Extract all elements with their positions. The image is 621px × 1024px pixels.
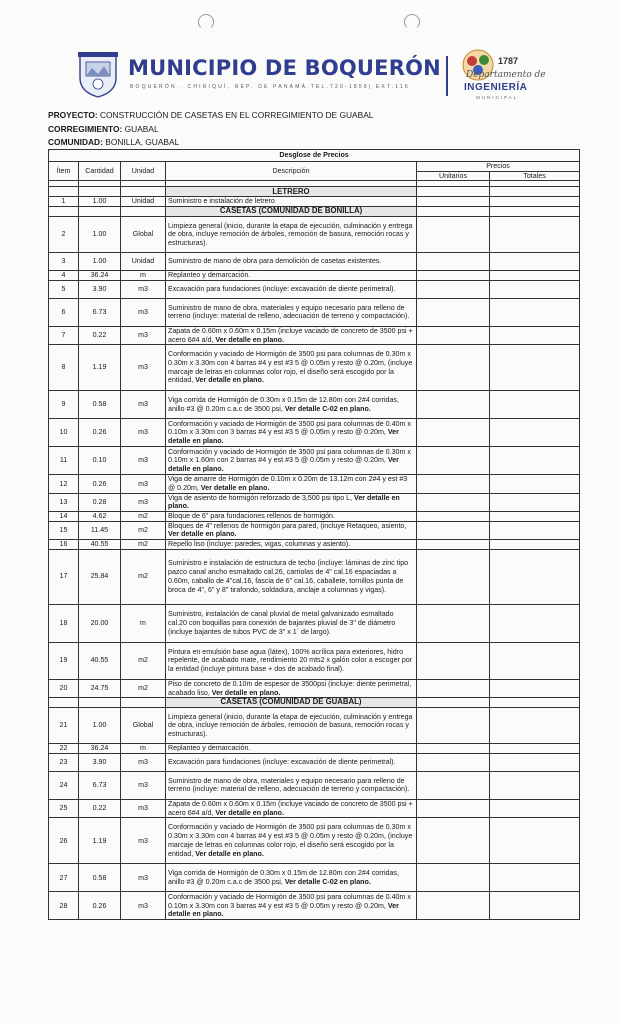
item-quantity: 1.00 <box>79 197 121 207</box>
item-description <box>166 217 417 253</box>
description-text: Suministro, instalación de canal pluvial de metal galvanizado esmaltado cal.20 con boquillas para conexión de bajantes pluvial de 3" de diámetro (incluye bajantes de tubos PVC de 3" x 1´ de largo). <box>168 610 396 636</box>
col-cantidad: Cantidad <box>79 162 121 181</box>
table-row <box>49 345 580 391</box>
item-unit: m <box>121 604 166 642</box>
item-description <box>166 493 417 511</box>
plan-detail-note: Ver detalle en plano. <box>168 428 399 446</box>
item-quantity: 25.84 <box>79 549 121 604</box>
item-number: 20 <box>49 679 79 697</box>
description-text: Suministro de mano de obra para demolición de casetas existentes. <box>168 257 382 266</box>
item-quantity: 4.62 <box>79 512 121 522</box>
item-quantity: 1.19 <box>79 345 121 391</box>
table-row <box>49 521 580 539</box>
description-text: Zapata de 0.60m x 0.60m x 0.15m (incluye vaciado de concreto de 3500 psi + acero 6#4 a/d, <box>168 799 413 817</box>
unit-price-cell <box>417 799 490 817</box>
table-row <box>49 708 580 744</box>
total-price-cell <box>490 818 580 864</box>
item-quantity: 40.55 <box>79 642 121 679</box>
item-unit: m3 <box>121 771 166 799</box>
item-number: 7 <box>49 326 79 344</box>
table-title: Desglose de Precios <box>49 150 580 162</box>
description-text: Viga corrida de Hormigón de 0.30m x 0.15m de 12.80m con 2#4 corridas, anillo #3 @ 0.20m c.a.c de 3500 psi, <box>168 396 399 413</box>
item-description <box>166 512 417 522</box>
corregimiento-label: CORREGIMIENTO: <box>48 124 123 134</box>
item-unit: m2 <box>121 679 166 697</box>
item-quantity: 0.10 <box>79 447 121 475</box>
item-number: 1 <box>49 197 79 207</box>
description-text: Pintura en emulsión base agua (látex), 100% acrílica para exteriores, hidro repelente, de acabado mate, rendimiento 20 mts2 x galón color a escoger por la entidad (incluye pintura base + dos de acabado final). <box>168 647 413 674</box>
table-row <box>49 419 580 447</box>
total-price-cell <box>490 771 580 799</box>
unit-price-cell <box>417 391 490 419</box>
description-text: Limpieza general (inicio, durante la etapa de ejecución, culminación y entrega de obra, incluye remoción de árboles, remoción de basura, remoción rocas y estructuras). <box>168 221 413 247</box>
description-text: Replanteo y demarcación. <box>168 744 251 753</box>
section-title: CASETAS (COMUNIDAD DE BONILLA) <box>166 207 417 217</box>
table-row <box>49 298 580 326</box>
description-text: Conformación y vaciado de Hormigón de 3500 psi para columnas de 0.30m x 0.10m x 1.60m con 2 barras #4 y est #3 5 @ 0.05m y resto @ 0.20m, <box>168 447 411 465</box>
unit-price-cell <box>417 540 490 550</box>
item-quantity: 36.24 <box>79 744 121 754</box>
description-text: Bloque de 6" para fundaciones rellenos de hormigón. <box>168 512 335 521</box>
item-description <box>166 753 417 771</box>
item-unit: m <box>121 271 166 281</box>
description-text: Suministro e instalación de estructura de techo (incluye: láminas de zinc tipo pazco canal ancho esmaltado cal.26, carriolas de 4" cal.16 espaciadas a 0.60m, caballo de 4"cal.16, fascia de 6" cal.16, caballete, tornillos punta de broca de 4", 6" y 8" tirafondo, soldadura, anclaje a columnas y vigas). <box>168 559 409 594</box>
unit-price-cell <box>417 493 490 511</box>
col-item: Ítem <box>49 162 79 181</box>
item-number: 4 <box>49 271 79 281</box>
table-row <box>49 512 580 522</box>
item-quantity: 3.90 <box>79 753 121 771</box>
table-row <box>49 744 580 754</box>
comunidad-line <box>48 137 179 147</box>
item-unit: m3 <box>121 345 166 391</box>
total-price-cell <box>490 217 580 253</box>
item-description <box>166 708 417 744</box>
municipal-seal-icon <box>76 50 120 98</box>
item-number: 18 <box>49 604 79 642</box>
item-description <box>166 818 417 864</box>
item-number: 19 <box>49 642 79 679</box>
comunidad-value: BONILLA, GUABAL <box>105 137 180 147</box>
letterhead <box>70 46 550 106</box>
item-unit: m3 <box>121 326 166 344</box>
description-text: Conformación y vaciado de Hormigón de 3500 psi para columnas de 0.40m x 0.10m x 3.30m con 3 barras #4 y est #3 5 @ 0.05m y resto @ 0.20m, <box>168 419 411 437</box>
total-price-cell <box>490 280 580 298</box>
item-quantity: 0.28 <box>79 493 121 511</box>
item-description <box>166 642 417 679</box>
total-price-cell <box>490 549 580 604</box>
unit-price-cell <box>417 753 490 771</box>
item-unit: m3 <box>121 892 166 920</box>
plan-detail-note: Ver detalle en plano. <box>195 849 264 858</box>
table-row <box>49 799 580 817</box>
section-row <box>49 698 580 708</box>
unit-price-cell <box>417 818 490 864</box>
project-line <box>48 110 373 120</box>
item-number: 8 <box>49 345 79 391</box>
item-number: 22 <box>49 744 79 754</box>
item-quantity: 3.90 <box>79 280 121 298</box>
plan-detail-note: Ver detalle en plano. <box>215 335 284 344</box>
item-number: 24 <box>49 771 79 799</box>
item-description <box>166 540 417 550</box>
table-body <box>49 187 580 920</box>
item-quantity: 11.45 <box>79 521 121 539</box>
table-row <box>49 447 580 475</box>
item-description <box>166 298 417 326</box>
item-unit: m3 <box>121 818 166 864</box>
plan-detail-note: Ver detalle en plano. <box>168 901 399 919</box>
section-title: LETRERO <box>166 187 417 197</box>
description-text: Excavación para fundaciones (incluye: excavación de diente perimetral). <box>168 758 396 767</box>
item-description <box>166 419 417 447</box>
item-unit: m3 <box>121 391 166 419</box>
item-unit: m3 <box>121 298 166 326</box>
plan-detail-note: Ver detalle en plano. <box>211 688 281 697</box>
item-number: 10 <box>49 419 79 447</box>
section-row <box>49 207 580 217</box>
description-text: Conformación y vaciado de Hormigón de 3500 psi para columnas de 0.30m x 0.30m x 3.30m con 4 barras #4 y est #3 5 @ 0.05m y resto @ 0.20m, (incluye marcaje de letras en columnas color rojo, el diseño será escogido por la entidad, <box>168 350 413 385</box>
table-row <box>49 753 580 771</box>
item-description <box>166 521 417 539</box>
table-row <box>49 493 580 511</box>
item-number: 12 <box>49 475 79 493</box>
item-unit: m <box>121 744 166 754</box>
table-row <box>49 253 580 271</box>
item-quantity: 0.22 <box>79 799 121 817</box>
unit-price-cell <box>417 549 490 604</box>
logo-sub: MUNICIPAL <box>476 95 519 100</box>
plan-detail-note: Ver detalle C-02 en plano. <box>284 877 371 886</box>
item-unit: m2 <box>121 642 166 679</box>
item-number: 9 <box>49 391 79 419</box>
section-row <box>49 187 580 197</box>
item-quantity: 1.00 <box>79 217 121 253</box>
unit-price-cell <box>417 521 490 539</box>
table-row <box>49 892 580 920</box>
total-price-cell <box>490 521 580 539</box>
corregimiento-value: GUABAL <box>124 124 159 134</box>
item-unit: m3 <box>121 799 166 817</box>
price-breakdown-table <box>48 149 580 920</box>
item-description <box>166 271 417 281</box>
description-text: Excavación para fundaciones (incluye: excavación de diente perimetral). <box>168 284 396 293</box>
item-description <box>166 892 417 920</box>
unit-price-cell <box>417 447 490 475</box>
total-price-cell <box>490 679 580 697</box>
table-row <box>49 280 580 298</box>
item-unit: Global <box>121 217 166 253</box>
description-text: Piso de concreto de 0.10m de espesor de 3500psi (incluye: diente perimetral, acabado liso, <box>168 679 412 697</box>
total-price-cell <box>490 197 580 207</box>
item-description <box>166 197 417 207</box>
table-row <box>49 391 580 419</box>
item-number: 26 <box>49 818 79 864</box>
total-price-cell <box>490 799 580 817</box>
table-row <box>49 217 580 253</box>
item-quantity: 6.73 <box>79 771 121 799</box>
col-precios: Precios <box>417 162 580 172</box>
unit-price-cell <box>417 280 490 298</box>
item-quantity: 20.00 <box>79 604 121 642</box>
item-unit: Unidad <box>121 253 166 271</box>
total-price-cell <box>490 892 580 920</box>
item-description <box>166 799 417 817</box>
total-price-cell <box>490 642 580 679</box>
item-unit: m3 <box>121 419 166 447</box>
total-price-cell <box>490 253 580 271</box>
unit-price-cell <box>417 298 490 326</box>
item-unit: Global <box>121 708 166 744</box>
plan-detail-note: Ver detalle en plano. <box>215 808 284 817</box>
item-number: 11 <box>49 447 79 475</box>
item-quantity: 1.00 <box>79 253 121 271</box>
unit-price-cell <box>417 708 490 744</box>
binder-holes <box>0 14 621 34</box>
item-description <box>166 447 417 475</box>
item-number: 3 <box>49 253 79 271</box>
total-price-cell <box>490 345 580 391</box>
table-row <box>49 771 580 799</box>
item-number: 5 <box>49 280 79 298</box>
item-quantity: 1.19 <box>79 818 121 864</box>
binder-hole-icon <box>198 14 214 30</box>
unit-price-cell <box>417 197 490 207</box>
total-price-cell <box>490 475 580 493</box>
item-unit: m3 <box>121 280 166 298</box>
item-unit: m3 <box>121 864 166 892</box>
item-number: 25 <box>49 799 79 817</box>
engineering-logo <box>454 48 550 104</box>
total-price-cell <box>490 447 580 475</box>
item-quantity: 24.75 <box>79 679 121 697</box>
description-text: Viga corrida de Hormigón de 0.30m x 0.15m de 12.80m con 2#4 corridas, anillo #3 @ 0.20m c.a.c de 3500 psi, <box>168 869 399 886</box>
total-price-cell <box>490 419 580 447</box>
description-text: Repello liso (incluye: paredes, vigas, columnas y asiento). <box>168 540 351 549</box>
item-number: 15 <box>49 521 79 539</box>
total-price-cell <box>490 604 580 642</box>
description-text: Viga de amarre de Hormigón de 0.10m x 0.20m de 13.12m con 2#4 y est #3 @ 0.20m, <box>168 475 408 492</box>
unit-price-cell <box>417 771 490 799</box>
item-quantity: 0.26 <box>79 475 121 493</box>
corregimiento-line <box>48 124 159 134</box>
item-number: 13 <box>49 493 79 511</box>
item-number: 14 <box>49 512 79 522</box>
item-quantity: 0.58 <box>79 391 121 419</box>
total-price-cell <box>490 540 580 550</box>
item-description <box>166 280 417 298</box>
table-row <box>49 642 580 679</box>
section-title: CASETAS (COMUNIDAD DE GUABAL) <box>166 698 417 708</box>
total-price-cell <box>490 708 580 744</box>
item-description <box>166 345 417 391</box>
item-number: 23 <box>49 753 79 771</box>
col-totales: Totales <box>490 171 580 181</box>
unit-price-cell <box>417 512 490 522</box>
table-row <box>49 864 580 892</box>
description-text: Replanteo y demarcación. <box>168 271 251 280</box>
item-number: 2 <box>49 217 79 253</box>
item-number: 6 <box>49 298 79 326</box>
total-price-cell <box>490 391 580 419</box>
item-unit: m2 <box>121 521 166 539</box>
unit-price-cell <box>417 604 490 642</box>
table-row <box>49 818 580 864</box>
total-price-cell <box>490 271 580 281</box>
description-text: Zapata de 0.60m x 0.60m x 0.15m (incluye vaciado de concreto de 3500 psi + acero 6#4 a/d, <box>168 326 413 344</box>
unit-price-cell <box>417 217 490 253</box>
header-divider <box>446 56 448 96</box>
description-text: Suministro de mano de obra, materiales y equipo necesario para relleno de terreno (incluye: material de relleno, adecuación de terreno y compactación). <box>168 303 410 321</box>
item-description <box>166 864 417 892</box>
unit-price-cell <box>417 345 490 391</box>
item-description <box>166 771 417 799</box>
table-row <box>49 326 580 344</box>
item-number: 27 <box>49 864 79 892</box>
item-quantity: 0.26 <box>79 419 121 447</box>
description-text: Limpieza general (inicio, durante la etapa de ejecución, culminación y entrega de obra, incluye remoción de árboles, remoción de basura, remoción rocas y estructuras). <box>168 712 413 739</box>
table-row <box>49 679 580 697</box>
item-quantity: 36.24 <box>79 271 121 281</box>
item-number: 17 <box>49 549 79 604</box>
item-description <box>166 679 417 697</box>
table-row <box>49 540 580 550</box>
table-row <box>49 604 580 642</box>
project-value: CONSTRUCCIÓN DE CASETAS EN EL CORREGIMIENTO DE GUABAL <box>99 110 374 120</box>
comunidad-label: COMUNIDAD: <box>48 137 103 147</box>
total-price-cell <box>490 864 580 892</box>
item-quantity: 0.22 <box>79 326 121 344</box>
item-unit: m2 <box>121 540 166 550</box>
item-description <box>166 391 417 419</box>
unit-price-cell <box>417 475 490 493</box>
item-unit: m3 <box>121 493 166 511</box>
description-text: Suministro de mano de obra, materiales y equipo necesario para relleno de terreno (incluye: material de relleno, adecuación de terreno y compactación). <box>168 776 410 794</box>
logo-year: 1787 <box>498 56 519 66</box>
col-descripcion: Descripción <box>166 162 417 181</box>
unit-price-cell <box>417 419 490 447</box>
plan-detail-note: Ver detalle C-02 en plano. <box>284 404 371 413</box>
description-text: Viga de asiento de hormigón reforzado de 3,500 psi tipo L, <box>168 493 355 502</box>
unit-price-cell <box>417 326 490 344</box>
col-unidad: Unidad <box>121 162 166 181</box>
item-quantity: 0.26 <box>79 892 121 920</box>
total-price-cell <box>490 493 580 511</box>
item-number: 16 <box>49 540 79 550</box>
unit-price-cell <box>417 864 490 892</box>
table-row <box>49 271 580 281</box>
plan-detail-note: Ver detalle en plano. <box>200 483 270 492</box>
total-price-cell <box>490 326 580 344</box>
item-unit: m3 <box>121 475 166 493</box>
unit-price-cell <box>417 679 490 697</box>
item-description <box>166 326 417 344</box>
item-quantity: 40.55 <box>79 540 121 550</box>
total-price-cell <box>490 512 580 522</box>
unit-price-cell <box>417 253 490 271</box>
unit-price-cell <box>417 642 490 679</box>
item-quantity: 0.58 <box>79 864 121 892</box>
description-text: Conformación y vaciado de Hormigón de 3500 psi para columnas de 0.40m x 0.10m x 3.30m con 3 barras #4 y est #3 5 @ 0.05m y resto @ 0.20m, <box>168 892 411 910</box>
item-description <box>166 604 417 642</box>
table-row <box>49 475 580 493</box>
table-row <box>49 197 580 207</box>
plan-detail-note: Ver detalle en plano. <box>195 376 264 385</box>
item-number: 28 <box>49 892 79 920</box>
plan-detail-note: Ver detalle en plano. <box>168 493 400 511</box>
item-unit: m3 <box>121 447 166 475</box>
item-quantity: 1.00 <box>79 708 121 744</box>
logo-script: Departamento de <box>466 70 546 80</box>
item-unit: m2 <box>121 549 166 604</box>
item-unit: Unidad <box>121 197 166 207</box>
item-description <box>166 549 417 604</box>
total-price-cell <box>490 298 580 326</box>
municipality-name: MUNICIPIO DE BOQUERÓN <box>128 56 441 80</box>
project-label: PROYECTO: <box>48 110 98 120</box>
total-price-cell <box>490 744 580 754</box>
col-unitarios: Unitarios <box>417 171 490 181</box>
description-text: Conformación y vaciado de Hormigón de 3500 psi para columnas de 0.30m x 0.30m x 3.30m con 4 barras #4 y est #3 5 @ 0.05m y resto @ 0.20m, (incluye marcaje de letras en columnas color rojo, el diseño será escogido por la entidad, <box>168 823 413 858</box>
plan-detail-note: Ver detalle en plano. <box>168 530 237 539</box>
item-quantity: 6.73 <box>79 298 121 326</box>
table-row <box>49 549 580 604</box>
item-number: 21 <box>49 708 79 744</box>
item-description <box>166 744 417 754</box>
unit-price-cell <box>417 744 490 754</box>
description-text: Suministro e instalación de letrero <box>168 197 275 206</box>
item-unit: m2 <box>121 512 166 522</box>
item-description <box>166 475 417 493</box>
item-unit: m3 <box>121 753 166 771</box>
unit-price-cell <box>417 892 490 920</box>
plan-detail-note: Ver detalle en plano. <box>168 456 399 474</box>
item-description <box>166 253 417 271</box>
total-price-cell <box>490 753 580 771</box>
municipality-contact: BOQUERÓN , CHIRIQUÍ, REP. DE PANAMÁ.TEL.720-1859| EXT.116 <box>130 84 410 90</box>
logo-word: INGENIERÍA <box>464 82 528 93</box>
description-text: Bloques de 4" rellenos de hormigón para pared, (incluye Retaqueo, asiento, <box>168 521 407 530</box>
binder-hole-icon <box>404 14 420 30</box>
unit-price-cell <box>417 271 490 281</box>
